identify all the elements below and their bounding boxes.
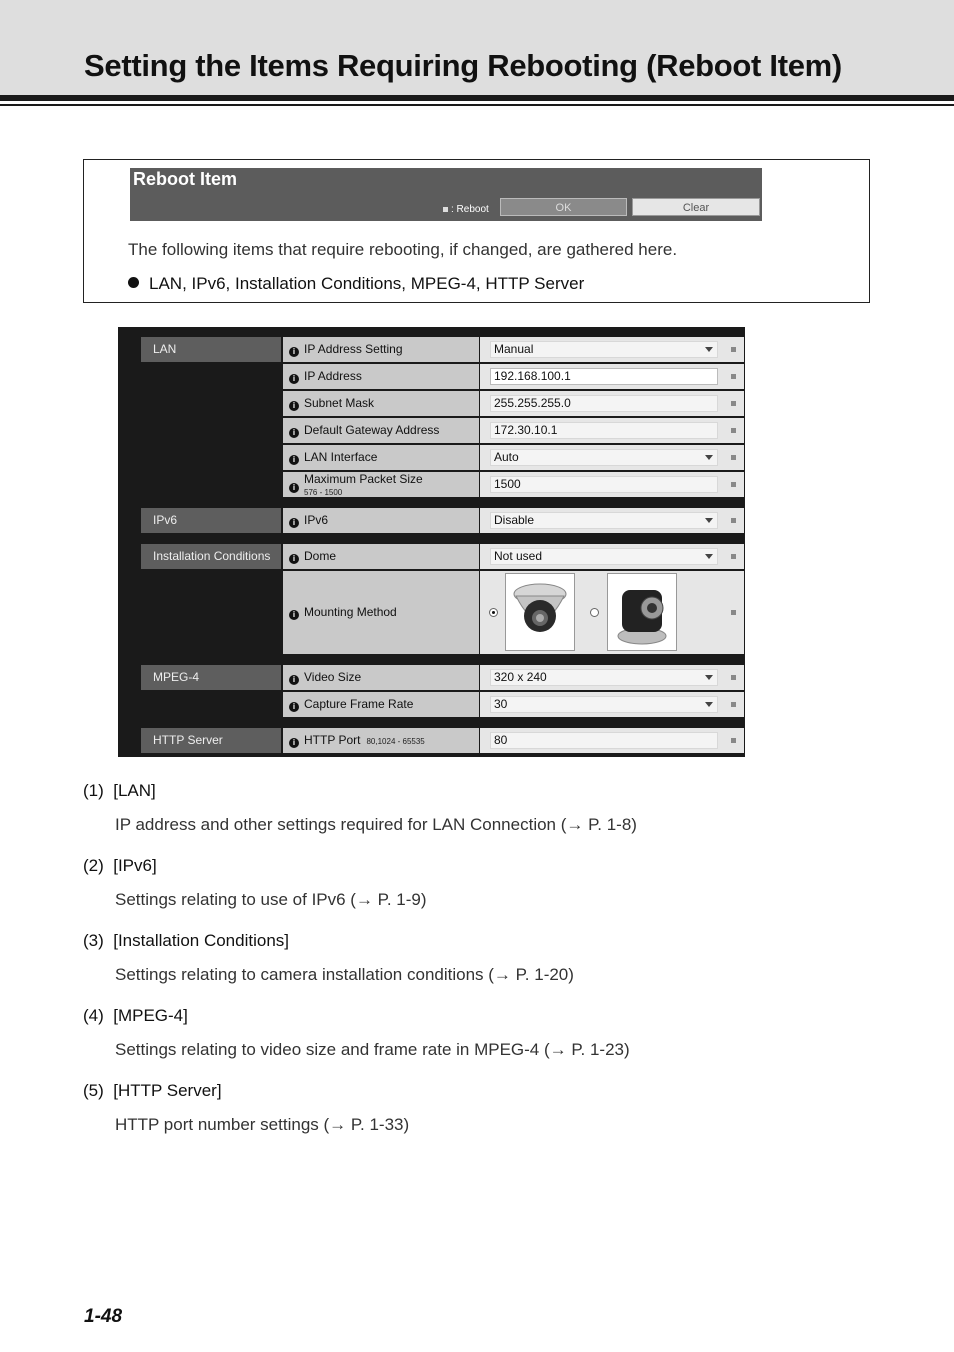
reboot-marker-icon (731, 374, 736, 379)
label-text: Default Gateway Address (304, 423, 440, 437)
item-5-description: HTTP port number settings (→ P. 1-33) (115, 1115, 410, 1134)
header-rule-thin (0, 104, 954, 106)
label-text: Subnet Mask (304, 396, 375, 410)
select-value: Manual (494, 342, 534, 356)
item-4-description: Settings relating to video size and frame rate in MPEG-4 (→ P. 1-23) (115, 1040, 630, 1059)
chevron-down-icon (705, 347, 713, 352)
item-number: (1) (83, 781, 104, 800)
item-number: (5) (83, 1081, 104, 1100)
chevron-down-icon (705, 554, 713, 559)
max-packet-size-input[interactable]: 1500 (490, 476, 718, 493)
item-1-description: IP address and other settings required for LAN Connection (→ P. 1-8) (115, 815, 637, 834)
reboot-legend (443, 204, 489, 215)
select-value: Auto (494, 450, 519, 464)
capture-frame-rate-select[interactable] (490, 696, 718, 713)
ceiling-camera-icon (506, 574, 574, 650)
page-number: 1-48 (84, 1306, 123, 1327)
label-dome (283, 544, 479, 569)
select-value: 320 x 240 (494, 670, 547, 684)
info-icon: i (289, 675, 299, 685)
reboot-marker-icon (443, 207, 448, 212)
category-mpeg4: MPEG-4 (141, 665, 281, 690)
label-lan-interface (283, 445, 479, 470)
subnet-mask-input[interactable]: 255.255.255.0 (490, 395, 718, 412)
label-text: Mounting Method (304, 605, 397, 619)
category-installation-conditions: Installation Conditions (141, 544, 281, 569)
reboot-marker-icon (731, 554, 736, 559)
item-name: [HTTP Server] (113, 1081, 222, 1100)
chevron-down-icon (705, 455, 713, 460)
chevron-down-icon (705, 702, 713, 707)
label-default-gateway (283, 418, 479, 443)
desktop-camera-image[interactable] (607, 573, 677, 651)
chevron-down-icon (705, 518, 713, 523)
item-3-description: Settings relating to camera installation conditions (→ P. 1-20) (115, 965, 574, 984)
reboot-marker-icon (731, 482, 736, 487)
label-range: 80,1024 - 65535 (366, 737, 425, 746)
category-ipv6: IPv6 (141, 508, 281, 533)
reboot-marker-icon (731, 610, 736, 615)
item-1-heading (83, 781, 156, 801)
label-capture-frame-rate (283, 692, 479, 717)
reboot-item-title: Reboot Item (133, 169, 238, 189)
item-5-heading (83, 1081, 222, 1101)
reboot-item-bar (130, 168, 762, 221)
label-text: Maximum Packet Size (304, 472, 423, 486)
intro-text: The following items that require rebooting, if changed, are gathered here. (128, 240, 678, 259)
http-port-input[interactable]: 80 (490, 732, 718, 749)
ip-address-input[interactable]: 192.168.100.1 (490, 368, 718, 385)
info-icon: i (289, 483, 299, 493)
item-number: (4) (83, 1006, 104, 1025)
ipv6-select[interactable] (490, 512, 718, 529)
item-name: [MPEG-4] (113, 1006, 188, 1025)
label-text: IP Address (304, 369, 362, 383)
select-value: Disable (494, 513, 535, 527)
reboot-marker-icon (731, 347, 736, 352)
item-name: [IPv6] (113, 856, 157, 875)
item-2-description: Settings relating to use of IPv6 (→ P. 1-9) (115, 890, 427, 909)
mounting-desktop-radio[interactable] (590, 608, 599, 617)
dome-select[interactable] (490, 548, 718, 565)
reboot-items-bullet (128, 274, 584, 294)
category-lan: LAN (141, 337, 281, 362)
reboot-item-box (83, 159, 870, 303)
video-size-select[interactable] (490, 669, 718, 686)
label-ip-address (283, 364, 479, 389)
reboot-marker-icon (731, 518, 736, 523)
info-icon: i (289, 455, 299, 465)
reboot-legend-label: : Reboot (451, 204, 489, 215)
reboot-marker-icon (731, 675, 736, 680)
default-gateway-input[interactable]: 172.30.10.1 (490, 422, 718, 439)
chevron-down-icon (705, 675, 713, 680)
item-4-heading (83, 1006, 188, 1026)
info-icon: i (289, 738, 299, 748)
reboot-marker-icon (731, 738, 736, 743)
label-max-packet-size (283, 472, 479, 497)
label-text: HTTP Port (304, 733, 361, 747)
label-mounting-method (283, 571, 479, 654)
mounting-ceiling-radio[interactable] (489, 608, 498, 617)
info-icon: i (289, 518, 299, 528)
item-3-heading (83, 931, 289, 951)
label-ip-address-setting (283, 337, 479, 362)
ip-address-setting-select[interactable] (490, 341, 718, 358)
info-icon: i (289, 554, 299, 564)
reboot-marker-icon (731, 455, 736, 460)
label-text: IP Address Setting (304, 342, 403, 356)
reboot-marker-icon (731, 702, 736, 707)
label-subnet-mask (283, 391, 479, 416)
info-icon: i (289, 702, 299, 712)
label-video-size (283, 665, 479, 690)
clear-button[interactable]: Clear (632, 198, 760, 216)
info-icon: i (289, 401, 299, 411)
reboot-items-list: LAN, IPv6, Installation Conditions, MPEG-4, HTTP Server (149, 274, 585, 293)
select-value: Not used (494, 549, 543, 563)
reboot-marker-icon (731, 401, 736, 406)
label-text: Video Size (304, 670, 362, 684)
label-http-port (283, 728, 479, 753)
label-text: LAN Interface (304, 450, 378, 464)
item-number: (2) (83, 856, 104, 875)
item-number: (3) (83, 931, 104, 950)
reboot-marker-icon (731, 428, 736, 433)
item-2-heading (83, 856, 157, 876)
item-name: [LAN] (113, 781, 156, 800)
label-text: Dome (304, 549, 337, 563)
info-icon: i (289, 428, 299, 438)
page-title: Setting the Items Requiring Rebooting (Reboot Item) (84, 48, 842, 83)
select-value: 30 (494, 697, 508, 711)
label-range: 576 - 1500 (304, 488, 343, 497)
category-http-server: HTTP Server (141, 728, 281, 753)
desktop-camera-icon (608, 574, 676, 650)
lan-interface-select[interactable] (490, 449, 718, 466)
bullet-icon (128, 277, 139, 288)
ok-button[interactable]: OK (500, 198, 627, 216)
label-text: IPv6 (304, 513, 329, 527)
label-stack (304, 473, 423, 497)
label-ipv6 (283, 508, 479, 533)
info-icon: i (289, 610, 299, 620)
settings-screenshot (118, 327, 745, 757)
info-icon: i (289, 347, 299, 357)
item-name: [Installation Conditions] (113, 931, 290, 950)
label-text: Capture Frame Rate (304, 697, 414, 711)
info-icon: i (289, 374, 299, 384)
header-rule-thick (0, 95, 954, 101)
ceiling-camera-image[interactable] (505, 573, 575, 651)
